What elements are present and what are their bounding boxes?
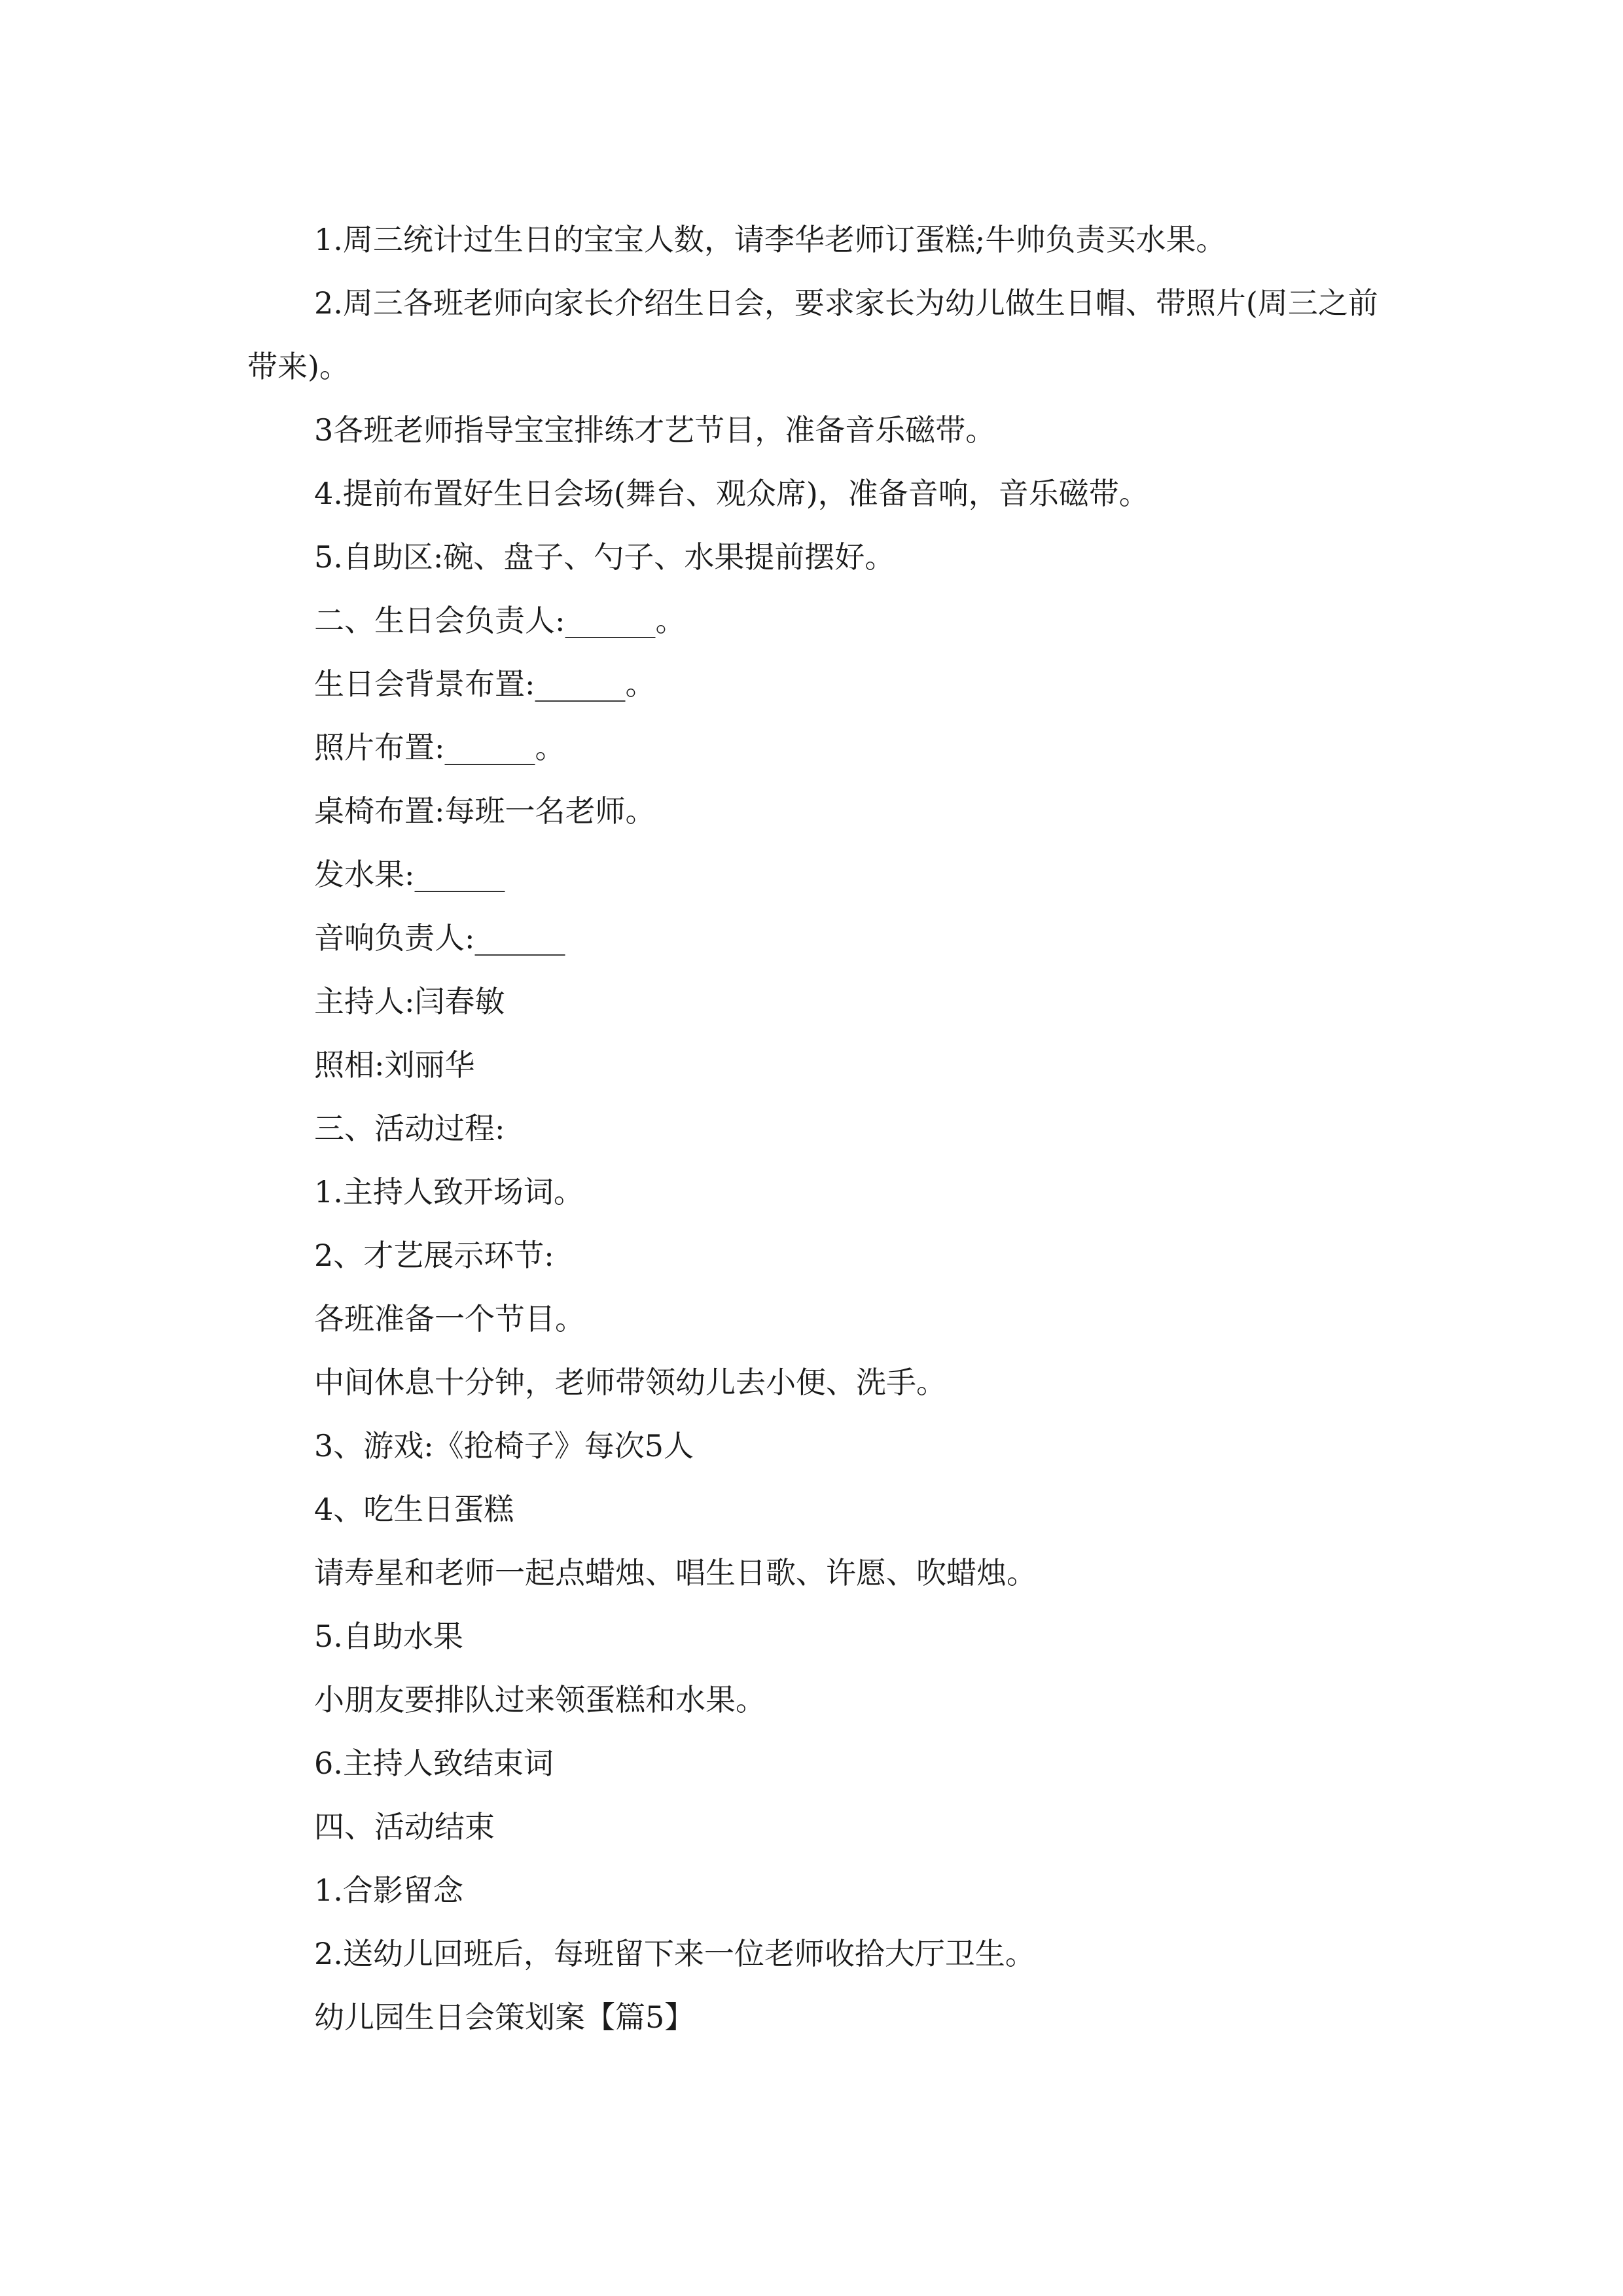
- paragraph: 6.主持人致结束词: [314, 1746, 554, 1781]
- paragraph: 2、才艺展示环节:: [314, 1238, 554, 1273]
- paragraph: 5.自助区:碗、盘子、勺子、水果提前摆好。: [314, 539, 895, 575]
- section-heading: 四、活动结束: [314, 1809, 495, 1844]
- paragraph: 各班准备一个节目。: [314, 1301, 585, 1336]
- paragraph: 小朋友要排队过来领蛋糕和水果。: [314, 1682, 766, 1717]
- paragraph: 桌椅布置:每班一名老师。: [314, 793, 656, 829]
- paragraph: 中间休息十分钟，老师带领幼儿去小便、洗手。: [314, 1365, 946, 1400]
- paragraph: 主持人:闫春敏: [314, 984, 505, 1019]
- paragraph: 1.主持人致开场词。: [314, 1174, 584, 1210]
- paragraph: 生日会背景布置:______。: [314, 666, 656, 702]
- paragraph: 5.自助水果: [314, 1619, 463, 1654]
- paragraph: 音响负责人:______: [314, 920, 565, 956]
- paragraph: 1.合影留念: [314, 1873, 463, 1908]
- paragraph: 请寿星和老师一起点蜡烛、唱生日歌、许愿、吹蜡烛。: [314, 1555, 1037, 1590]
- section-heading: 二、生日会负责人:______。: [314, 603, 686, 638]
- document-body: [247, 208, 1383, 2049]
- paragraph: 1.周三统计过生日的宝宝人数，请李华老师订蛋糕;牛帅负责买水果。: [314, 222, 1226, 257]
- paragraph: 3各班老师指导宝宝排练才艺节目，准备音乐磁带。: [314, 412, 996, 448]
- paragraph: 发水果:______: [314, 857, 505, 892]
- paragraph: 4.提前布置好生日会场(舞台、观众席)，准备音响，音乐磁带。: [314, 476, 1149, 511]
- section-title: 幼儿园生日会策划案【篇5】: [314, 2000, 695, 2035]
- paragraph: 4、吃生日蛋糕: [314, 1492, 514, 1527]
- section-heading: 三、活动过程:: [314, 1111, 505, 1146]
- paragraph: 2.送幼儿回班后，每班留下来一位老师收拾大厅卫生。: [314, 1936, 1035, 1971]
- paragraph: 照相:刘丽华: [314, 1047, 475, 1083]
- paragraph: 照片布置:______。: [314, 730, 565, 765]
- paragraph: 2.周三各班老师向家长介绍生日会，要求家长为幼儿做生日帽、带照片(周三之前带来)。: [247, 285, 1378, 384]
- paragraph: 3、游戏:《抢椅子》每次5人: [314, 1428, 694, 1463]
